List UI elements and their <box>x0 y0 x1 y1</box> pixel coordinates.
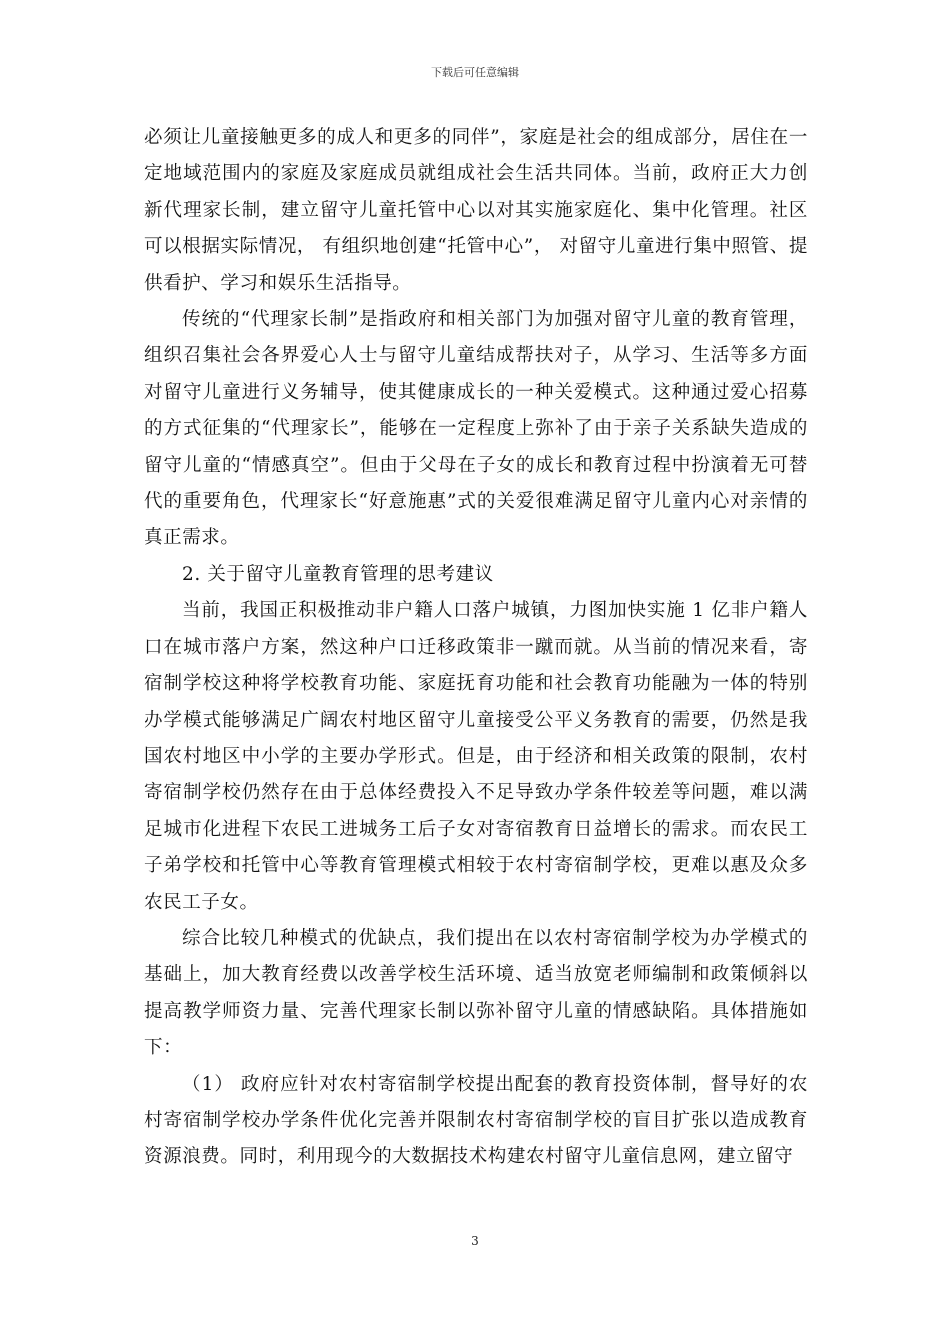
paragraph-5: （1） 政府应针对农村寄宿制学校提出配套的教育投资体制，督导好的农村寄宿制学校办学条件优化完善并限制农村寄宿制学校的盲目扩张以造成教育资源浪费。同时，利用现今的大数据技术构建农村留守儿童信息网，建立留守 <box>144 1073 808 1168</box>
paragraph-2: 传统的“代理家长制”是指政府和相关部门为加强对留守儿童的教育管理，组织召集社会各界爱心人士与留守儿童结成帮扶对子，从学习、生活等多方面对留守儿童进行义务辅导，使其健康成长的一种关爱模式。这种通过爱心招募的方式征集的“代理家长”，能够在一定程度上弥补了由于亲子关系缺失造成的留守儿童的“情感真空”。但由于父母在子女的成长和教育过程中扮演着无可替代的重要角色，代理家长“好意施惠”式的关爱很难满足留守儿童内心对亲情的真正需求。 <box>144 309 808 549</box>
page-header: 下载后可任意编辑 <box>431 66 519 79</box>
page-number: 3 <box>471 1234 479 1248</box>
paragraph-1: 必须让儿童接触更多的成人和更多的同伴”，家庭是社会的组成部分，居住在一定地域范围内的家庭及家庭成员就组成社会生活共同体。当前，政府正大力创新代理家长制，建立留守儿童托管中心以对其实施家庭化、集中化管理。社区可以根据实际情况， 有组织地创建“托管中心”， 对留守儿童进行集中照管、提供看护、学习和娱乐生活指导。 <box>144 127 808 294</box>
section-heading: 2. 关于留守儿童教育管理的思考建议 <box>182 563 494 585</box>
paragraph-3: 当前，我国正积极推动非户籍人口落户城镇，力图加快实施 1 亿非户籍人口在城市落户方案，然这种户口迁移政策非一蹴而就。从当前的情况来看，寄宿制学校这种将学校教育功能、家庭抚育功能和社会教育功能融为一体的特别办学模式能够满足广阔农村地区留守儿童接受公平义务教育的需要，仍然是我国农村地区中小学的主要办学形式。但是，由于经济和相关政策的限制，农村寄宿制学校仍然存在由于总体经费投入不足导致办学条件较差等问题，难以满足城市化进程下农民工进城务工后子女对寄宿教育日益增长的需求。而农民工子弟学校和托管中心等教育管理模式相较于农村寄宿制学校，更难以惠及众多农民工子女。 <box>144 600 808 913</box>
document-body <box>144 120 808 1176</box>
paragraph-4: 综合比较几种模式的优缺点，我们提出在以农村寄宿制学校为办学模式的基础上，加大教育经费以改善学校生活环境、适当放宽老师编制和政策倾斜以提高教学师资力量、完善代理家长制以弥补留守儿童的情感缺陷。具体措施如下： <box>144 927 808 1059</box>
